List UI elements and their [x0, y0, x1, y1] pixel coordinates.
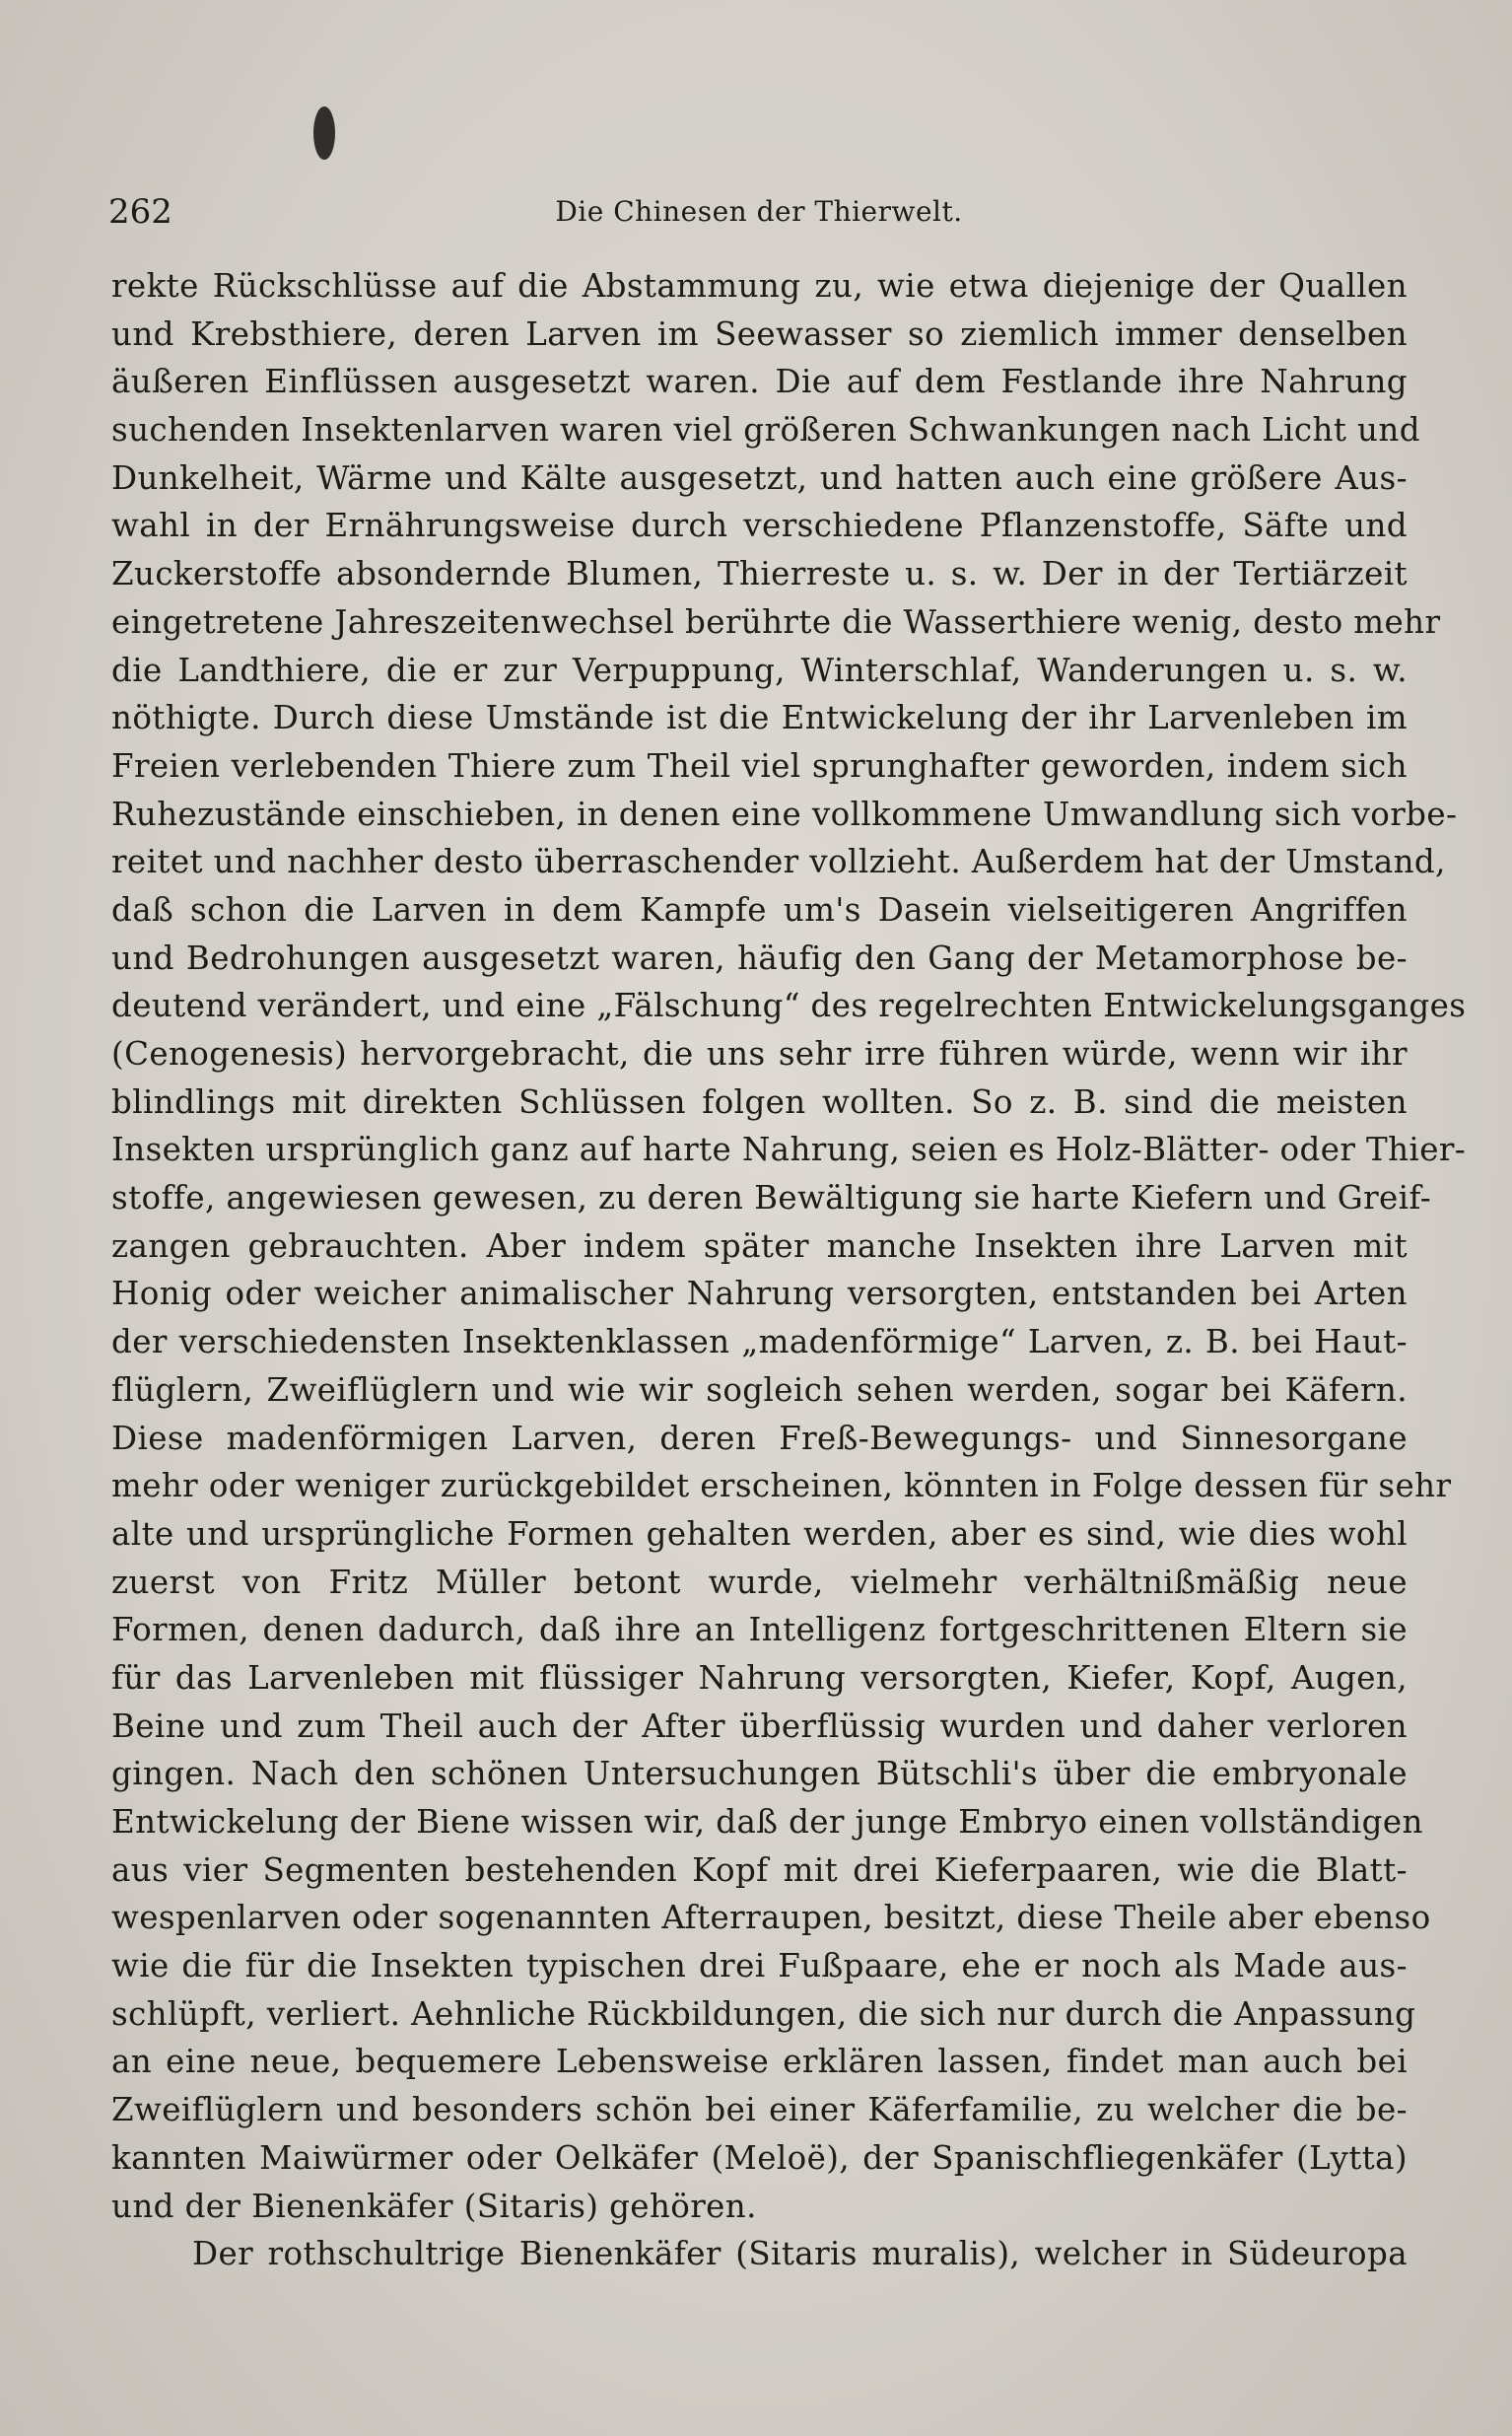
text-line: Der rothschultrige Bienenkäfer (Sitaris muralis), welcher in Südeuropa: [192, 2235, 1408, 2273]
text-line: äußeren Einflüssen ausgesetzt waren. Die auf dem Festlande ihre Nahrung: [111, 363, 1408, 401]
text-line: rekte Rückschlüsse auf die Abstammung zu, wie etwa diejenige der Quallen: [111, 267, 1408, 305]
text-line: deutend verändert, und eine „Fälschung“ des regelrechten Entwickelungsganges: [111, 987, 1467, 1025]
page-header: [108, 187, 1409, 237]
paragraph: [111, 262, 1467, 2230]
text-line: alte und ursprüngliche Formen gehalten werden, aber es sind, wie dies wohl: [111, 1514, 1408, 1553]
text-line: und der Bienenkäfer (Sitaris) gehören.: [111, 2187, 757, 2225]
text-line: Dunkelheit, Wärme und Kälte ausgesetzt, und hatten auch eine größere Aus-: [111, 458, 1408, 497]
text-line: gingen. Nach den schönen Untersuchungen Bütschli's über die embryonale: [111, 1755, 1408, 1793]
text-line: Formen, denen dadurch, daß ihre an Intelligenz fortgeschrittenen Eltern sie: [111, 1611, 1408, 1649]
text-line: aus vier Segmenten bestehenden Kopf mit drei Kieferpaaren, wie die Blatt-: [111, 1850, 1408, 1889]
text-line: suchenden Insektenlarven waren viel größeren Schwankungen nach Licht und: [111, 411, 1420, 450]
text-line: Entwickelung der Biene wissen wir, daß der junge Embryo einen vollständigen: [111, 1803, 1423, 1841]
text-line: zuerst von Fritz Müller betont wurde, vielmehr verhältnißmäßig neue: [111, 1563, 1408, 1601]
text-line: stoffe, angewiesen gewesen, zu deren Bewältigung sie harte Kiefern und Greif-: [111, 1179, 1432, 1218]
text-line: kannten Maiwürmer oder Oelkäfer (Meloë), der Spanischfliegenkäfer (Lytta): [111, 2138, 1408, 2177]
paragraph: [111, 2230, 1408, 2278]
text-line: an eine neue, bequemere Lebensweise erklären lassen, findet man auch bei: [111, 2043, 1408, 2081]
text-line: wahl in der Ernährungsweise durch verschiedene Pflanzenstoffe, Säfte und: [111, 507, 1408, 545]
text-line: die Landthiere, die er zur Verpuppung, Winterschlaf, Wanderungen u. s. w.: [111, 651, 1408, 689]
text-line: eingetretene Jahreszeitenwechsel berührte die Wasserthiere wenig, desto mehr: [111, 602, 1441, 641]
text-line: mehr oder weniger zurückgebildet erscheinen, könnten in Folge dessen für sehr: [111, 1467, 1452, 1505]
text-line: wie die für die Insekten typischen drei Fußpaare, ehe er noch als Made aus-: [111, 1947, 1408, 1985]
text-line: flüglern, Zweiflüglern und wie wir sogleich sehen werden, sogar bei Käfern.: [111, 1370, 1408, 1409]
text-line: Diese madenförmigen Larven, deren Freß-Bewegungs- und Sinnesorgane: [111, 1419, 1408, 1457]
text-line: blindlings mit direkten Schlüssen folgen wollten. So z. B. sind die meisten: [111, 1082, 1408, 1121]
text-line: Ruhezustände einschieben, in denen eine vollkommene Umwandlung sich vorbe-: [111, 795, 1458, 833]
text-line: schlüpft, verliert. Aehnliche Rückbildungen, die sich nur durch die Anpassung: [111, 1994, 1416, 2033]
page-number: 262: [108, 192, 172, 232]
text-line: Zweiflüglern und besonders schön bei einer Käferfamilie, zu welcher die be-: [111, 2091, 1408, 2129]
text-line: Zuckerstoffe absondernde Blumen, Thierreste u. s. w. Der in der Tertiärzeit: [111, 555, 1408, 593]
text-line: und Bedrohungen ausgesetzt waren, häufig den Gang der Metamorphose be-: [111, 939, 1408, 977]
text-line: Insekten ursprünglich ganz auf harte Nahrung, seien es Holz-Blätter- oder Thier-: [111, 1131, 1467, 1169]
text-line: nöthigte. Durch diese Umstände ist die Entwickelung der ihr Larvenleben im: [111, 699, 1408, 737]
text-line: Freien verlebenden Thiere zum Theil viel sprunghafter geworden, indem sich: [111, 746, 1408, 785]
text-line: daß schon die Larven in dem Kampfe um's Dasein vielseitigeren Angriffen: [111, 890, 1408, 929]
text-line: zangen gebrauchten. Aber indem später manche Insekten ihre Larven mit: [111, 1226, 1408, 1265]
text-line: der verschiedensten Insektenklassen „madenförmige“ Larven, z. B. bei Haut-: [111, 1323, 1408, 1361]
text-line: für das Larvenleben mit flüssiger Nahrung versorgten, Kiefer, Kopf, Augen,: [111, 1658, 1408, 1697]
text-line: (Cenogenesis) hervorgebracht, die uns sehr irre führen würde, wenn wir ihr: [111, 1035, 1408, 1073]
text-line: Beine und zum Theil auch der After überflüssig wurden und daher verloren: [111, 1706, 1408, 1745]
text-line: reitet und nachher desto überraschender vollzieht. Außerdem hat der Umstand,: [111, 843, 1446, 881]
body-text: [111, 262, 1467, 2278]
text-line: Honig oder weicher animalischer Nahrung versorgten, entstanden bei Arten: [111, 1275, 1408, 1313]
ink-smudge: [313, 106, 335, 160]
running-title: Die Chinesen der Thierwelt.: [555, 195, 963, 228]
text-line: wespenlarven oder sogenannten Afterraupen, besitzt, diese Theile aber ebenso: [111, 1899, 1431, 1937]
text-line: und Krebsthiere, deren Larven im Seewasser so ziemlich immer denselben: [111, 314, 1408, 353]
